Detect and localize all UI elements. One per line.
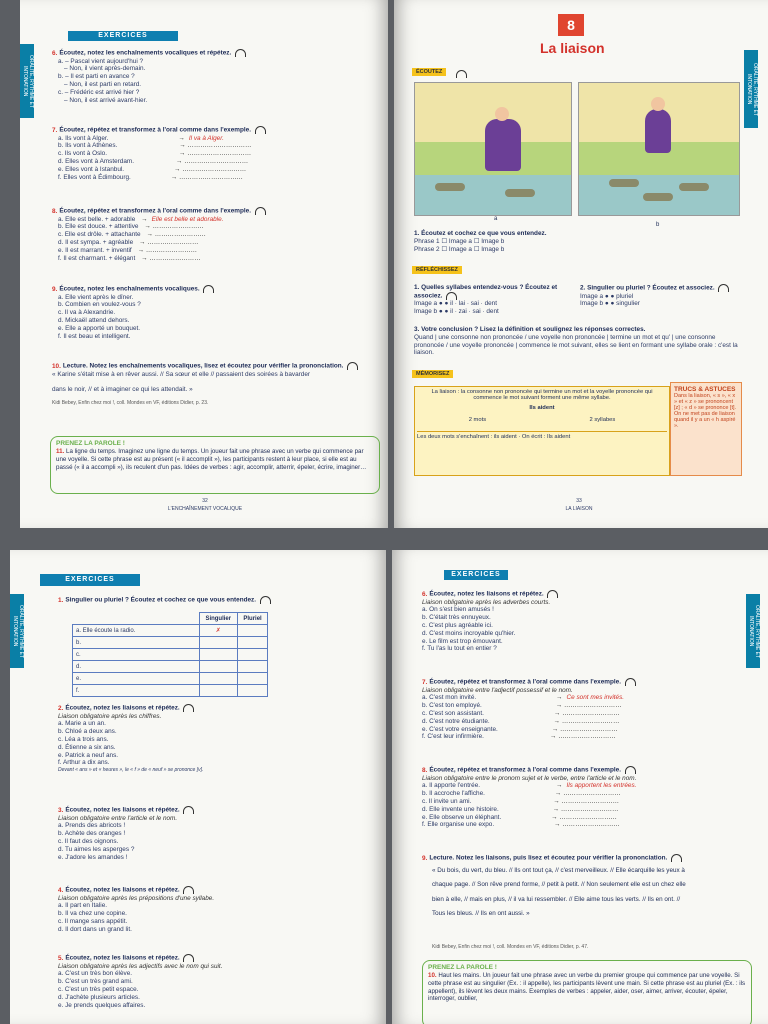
exercise-4: 4. Écoutez, notez les liaisons et répétez. Liaison obligatoire après les prépositions d'une syllabe. a. Il part en Italie. b. Il va chez une copine. c. Il mange sans appétit. d. Il dort dans un grand lit. [58,886,215,933]
chapter-title: La liaison [540,40,605,56]
page-number: 33 [576,498,582,504]
headphones-icon[interactable] [718,284,729,292]
checkbox-cell[interactable] [238,637,268,649]
exercise-6: 6. Écoutez, notez les enchaînements vocaliques et répétez. a. – Pascal vient aujourd'hui ? – Non, il vient après-demain. b. – Il est parti en avance ? – Non, il est parti en retard. c. – Frédéric est arrivé hier ? – Non, il est arrivé avant-hier. [52,49,352,104]
exercise-6: 6. Écoutez, notez les liaisons et répétez. Liaison obligatoire après les adverbes courts. a. On s'est bien amusés ! b. C'était très ennuyeux. c. C'est plus agréable ici. d. C'est moins incroyable qu'hier. e. Le film est trop émouvant. f. Tu l'as lu tout en entier ? [422,590,742,653]
headphones-icon[interactable] [183,704,194,712]
trucs-title: TRUCS & ASTUCES [674,386,736,393]
exercise-9-text: « Du bois, du vert, du bleu. // Ils ont tout ça, // c'est merveilleux. // Elle écarquille les yeux à chaque page. // Son rêve prend forme, // petit à petit. // Non seulement elle est un chez elle bien à elle, // mais en plus, // il va lui ressembler. // Elle aime tous les verts. // Ils en ont. // Tous les bleus. // Ils en ont aussi. » [432,867,686,918]
checkbox-cell[interactable] [199,685,238,697]
ecoutez-ribbon: ÉCOUTEZ [412,68,446,76]
side-tab: ORALITÉ, RYTHME ET INTONATION [10,594,24,668]
page-number: 32 [202,498,208,504]
checkbox-cell[interactable] [238,649,268,661]
exercise-3: 3. Écoutez, notez les liaisons et répétez. Liaison obligatoire entre l'article et le nom. a. Prends des abricots ! b. Achète des oranges ! c. Il faut des oignons. d. Tu aimes les asperges ? e. J'adore les amandes ! [58,806,368,861]
exercise-9-source: Kidi Bebey, Enfin chez moi !, coll. Mondes en VF, éditions Didier, p. 47. [432,944,589,950]
illustration-b [578,82,740,216]
exercise-10: 10. Lecture. Notez les enchaînements vocaliques, lisez et écoutez pour vérifier la prononciation. « Karine s'était mise à en rêver aussi. // Sa sœur et elle // passaient des soirées à bavarder dans le noir, // et à imaginer ce qui les attendait. » Kidi Bebey, Enfin chez moi !, coll. Mondes en VF, éditions Didier, p. 23. [52,362,372,406]
headphones-icon[interactable] [671,854,682,862]
illustration-a [414,82,572,216]
image-b-label: b [656,222,660,228]
bottom-right-page [392,550,768,1024]
checkbox-cell[interactable] [238,673,268,685]
headphones-icon[interactable] [203,285,214,293]
singular-plural-table: Singulier Pluriel a. Elle écoute la radio. ✗ b. c. d. e. f. [72,612,268,697]
exercices-header: EXERCICES [40,574,140,586]
trucs-astuces-box [670,382,742,476]
headphones-icon[interactable] [183,886,194,894]
headphones-icon[interactable] [625,678,636,686]
page-footer: LA LIAISON [565,506,593,512]
headphones-icon[interactable] [347,362,358,370]
question-2: 2. Singulier ou pluriel ? Écoutez et associez. Image a ● ● pluriel Image b ● ● singulier [580,284,740,308]
headphones-icon[interactable] [456,70,467,78]
checkbox-cell[interactable] [238,661,268,673]
top-right-page [394,0,768,528]
side-tab: ORALITÉ, RYTHME ET INTONATION [20,44,34,118]
bottom-left-page [10,550,386,1024]
exercise-9: 9. Écoutez, notez les enchaînements vocaliques. a. Elle vient après le dîner. b. Combien en voulez-vous ? c. Il va à Alexandrie. d. Mickaël attend dehors. e. Elle a apporté un bouquet. f. Il est beau et intelligent. [52,285,352,340]
headphones-icon[interactable] [183,954,194,962]
exercise-7: 7. Écoutez, répétez et transformez à l'oral comme dans l'exemple. Liaison obligatoire entre l'adjectif possessif et le nom. a. C'est mon invité. → Ce sont mes invités. b. C'est ton employé. → ……………………… c. C'est son assistant. → ……………………… d. C'est notre étudiante. → ……………………… e. C'est votre enseignante. → ……………………… f. C'est leur infirmière. → ……………………… [422,678,742,741]
memorisez-ribbon: MÉMORISEZ [412,370,453,378]
question-3: 3. Votre conclusion ? Lisez la définition et soulignez les réponses correctes. Quand | une consonne non prononcée / une voyelle non prononcée | termine un mot et qu' | une consonne prononcée / une voyelle prononcée | commence le mot suivant, elles se lient en formant une syllabe orale : c'est la liaison. [414,326,738,357]
headphones-icon[interactable] [547,590,558,598]
headphones-icon[interactable] [260,596,271,604]
headphones-icon[interactable] [625,766,636,774]
checkbox-cell[interactable] [199,661,238,673]
exercise-1: 1. Singulier ou pluriel ? Écoutez et cochez ce que vous entendez. [58,596,368,605]
question-1: 1. Écoutez et cochez ce que vous entendez. Phrase 1 ☐ Image a ☐ Image b Phrase 2 ☐ Image a ☐ Image b [414,230,547,253]
exercise-5: 5. Écoutez, notez les liaisons et répétez. Liaison obligatoire après les adjectifs avec le nom qui suit. a. C'est un très bon élève. b. C'est un très grand ami. c. C'est un très petit espace. d. J'achète plusieurs articles. e. Je prends quelques affaires. [58,954,223,1009]
headphones-icon[interactable] [255,126,266,134]
headphones-icon[interactable] [183,806,194,814]
checkbox-cell[interactable] [199,637,238,649]
prenez-la-parole-box: PRENEZ LA PAROLE ! 11. La ligne du temps. Imaginez une ligne du temps. Un joueur fait une phrase avec un verbe qui commence par une voyelle. Si cette phrase est au présent (« il accomplit »), les participants restent à leur place, si elle est au passé (« il a accompli »), ils reculent d'un pas. Idées de verbes : agir, accomplir, atterrir, épeler, écrire, imaginer… [50,436,380,494]
headphones-icon[interactable] [446,292,457,300]
memo-syllables: 2 syllabes [589,417,616,423]
page-footer: L'ENCHAÎNEMENT VOCALIQUE [167,506,243,512]
question-syllables: 1. Quelles syllabes entendez-vous ? Écoutez et associez. Image a ● ● il · lai · sai · dent Image b ● ● il · zai · sai · dent [414,284,558,316]
headphones-icon[interactable] [255,207,266,215]
exercices-header: EXERCICES [68,31,178,41]
side-tab: ORALITÉ, RYTHME ET INTONATION [746,594,760,668]
exercise-8: 8. Écoutez, répétez et transformez à l'oral comme dans l'exemple. Liaison obligatoire entre le pronom sujet et le verbe, entre l'article et le nom. a. Il apporte l'entrée. → Ils apportent les entrées. b. Il accroche l'affiche. → ……………………… c. Il invite un ami. → ……………………… d. Elle invente une histoire. → ……………………… e. Elle observe un éléphant. → ……………………… f. Elle organise une expo. → ……………………… [422,766,637,829]
reflechissez-ribbon: RÉFLÉCHISSEZ [412,266,462,274]
checkbox-cell[interactable]: ✗ [199,625,238,637]
checkbox-cell[interactable] [199,649,238,661]
trucs-text: Dans la liaison, « s », « x » et « z » se prononcent [z] ; « d » se prononce [t]. On ne met pas de liaison quand il y a un « h aspiré ». [674,393,737,429]
checkbox-cell[interactable] [199,673,238,685]
exercise-8: 8. Écoutez, répétez et transformez à l'oral comme dans l'exemple. a. Elle est belle. + adorable → Elle est belle et adorable. b. Elle est douce. + attentive → …………………… c. Elle est drôle. + attachante → …………………… d. Il est sympa. + agréable → …………………… e. Il est marrant. + inventif → …………………… f. Il est charmant. + élégant → …………………… [52,207,352,262]
exercise-2: 2. Écoutez, notez les liaisons et répétez. Liaison obligatoire après les chiffres. a. Marie a un an. b. Chloé a deux ans. c. Léa a trois ans. d. Étienne a six ans. e. Patrick a neuf ans. f. Arthur a dix ans. Devant « ans » et « heures », le « f » de « neuf » se prononce [v]. [58,704,204,774]
exercise-9: 9. Lecture. Notez les liaisons, puis lisez et écoutez pour vérifier la prononciation. [422,854,744,863]
headphones-icon[interactable] [235,49,246,57]
top-left-page [20,0,388,528]
memo-example: Ils aident [529,405,555,411]
memo-box [414,386,670,476]
chapter-number: 8 [558,14,584,36]
side-tab: ORALITÉ, RYTHME ET INTONATION [744,50,758,128]
memo-bottom: Les deux mots s'enchaînent : ils aident · On écrit : Ils aident [417,431,667,440]
memo-definition: La liaison : la consonne non prononcée qui termine un mot et la voyelle prononcée qui commence le mot suivant forment une même syllabe. [431,389,653,401]
image-a-label: a [494,216,498,222]
exercise-7: 7. Écoutez, répétez et transformez à l'oral comme dans l'exemple. a. Ils vont à Alger. → Il va à Alger. b. Ils vont à Athènes. → ………………………… c. Ils vont à Oslo. → ………………………… d. Elles vont à Amsterdam. → ………………………… e. Elles vont à Istanbul. → ………………………… f. Elles vont à Édimbourg. → ………………………… [52,126,352,181]
memo-words: 2 mots [468,417,487,423]
exercices-header: EXERCICES [444,570,508,580]
checkbox-cell[interactable] [238,625,268,637]
checkbox-cell[interactable] [238,685,268,697]
prenez-la-parole-box: PRENEZ LA PAROLE ! 10. Haut les mains. Un joueur fait une phrase avec un verbe du premier groupe qui commence par une voyelle. Si cette phrase est au singulier (Ex. : il appelle), les participants lèvent une main. Si cette phrase est au pluriel (Ex. : ils appellent), ils lèvent les deux mains. Exemples de verbes : appeler, aider, oser, aimer, arriver, écouter, épeler, interroger, oublier, [422,960,752,1024]
